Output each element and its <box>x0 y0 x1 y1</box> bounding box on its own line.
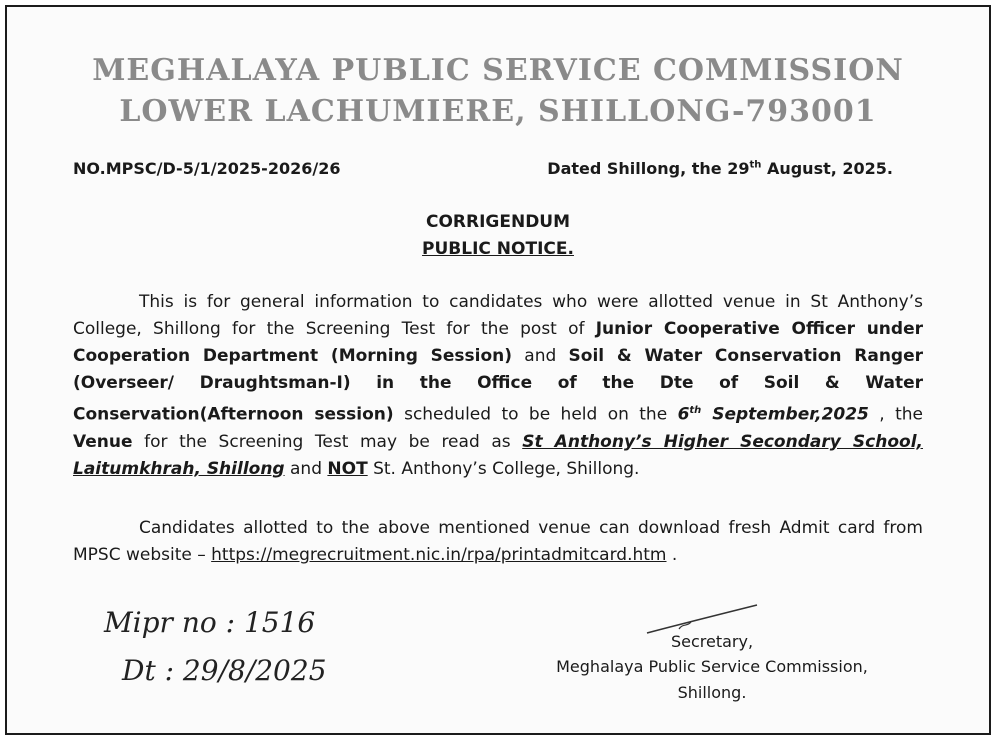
handwritten-note <box>102 600 402 700</box>
date-prefix: Dated Shillong, the 29 <box>547 159 750 178</box>
para2-text-2: . <box>666 545 678 565</box>
admit-card-link[interactable]: https://megrecruitment.nic.in/rpa/printadmitcard.htm <box>211 545 667 565</box>
exam-date-rest: September,2025 <box>701 404 869 425</box>
commission-name: MEGHALAYA PUBLIC SERVICE COMMISSION <box>92 53 904 88</box>
para1-text-1: This is for general information to candidates who were allotted venue in St Anthony’s College, Shillong for the Screening Test for the post of <box>73 292 923 339</box>
reference-date <box>547 159 893 178</box>
not-emphasis: NOT <box>327 458 368 479</box>
date-superscript: th <box>749 159 762 171</box>
para1-text-5: for the Screening Test may be read as <box>132 431 523 452</box>
commission-address: LOWER LACHUMIERE, SHILLONG-793001 <box>119 94 877 129</box>
notice-subtitle: PUBLIC NOTICE. <box>422 239 574 259</box>
signatory-block <box>537 632 887 712</box>
reference-number: NO.MPSC/D-5/1/2025-2026/26 <box>73 159 341 178</box>
para1-text-3: scheduled to be held on the <box>393 404 678 425</box>
notice-title: CORRIGENDUM <box>425 212 571 232</box>
signatory-title: Secretary, <box>670 632 754 651</box>
date-suffix: August, 2025. <box>761 159 893 178</box>
signatory-office: Meghalaya Public Service Commission, <box>556 657 868 676</box>
exam-date-sup: th <box>689 405 702 416</box>
new-venue: St Anthony’s Higher Secondary School, Laitumkhrah, Shillong <box>73 431 923 479</box>
notice-page <box>5 5 991 735</box>
notice-paragraph-1 <box>73 289 923 483</box>
para2-text-1: Candidates allotted to the above mentioned venue can download fresh Admit card from MPSC website – <box>73 518 923 565</box>
signatory-place: Shillong. <box>677 683 747 702</box>
handwritten-note-line-2: Dt : 29/8/2025 <box>122 654 327 687</box>
exam-date-day: 6 <box>677 404 690 425</box>
post-2: Soil & Water Conservation Ranger (Overseer/ Draughtsman-I) in the Office of the Dte of Soil & Water Conservation(Afternoon session) <box>73 346 924 425</box>
notice-paragraph-2 <box>73 515 923 569</box>
para1-text-2: and <box>512 346 569 366</box>
venue-label: Venue <box>73 431 133 452</box>
para1-text-7: St. Anthony’s College, Shillong. <box>367 458 640 479</box>
para1-text-6: and <box>284 458 328 479</box>
post-1: Junior Cooperative Officer under Cooperation Department (Morning Session) <box>73 319 923 366</box>
handwritten-note-line-1: Mipr no : 1516 <box>104 606 316 639</box>
para1-text-4: , the <box>868 404 923 425</box>
